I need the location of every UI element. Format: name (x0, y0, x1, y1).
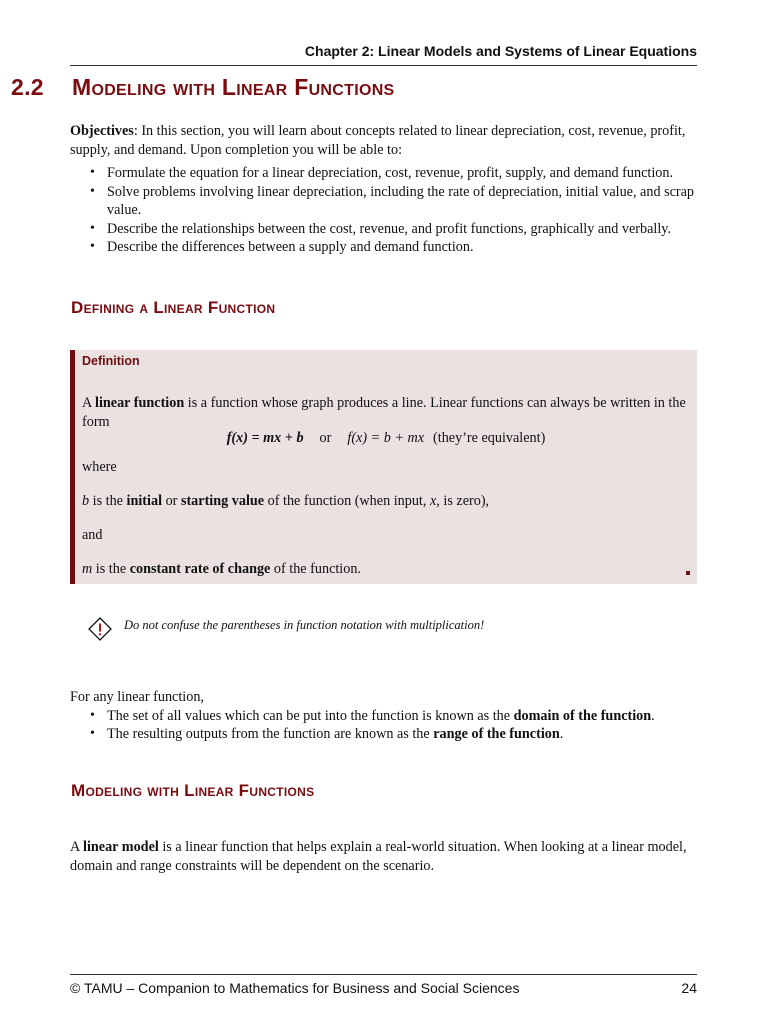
text-span: The set of all values which can be put into the function is known as the (107, 707, 514, 724)
text-span: . (559, 726, 564, 742)
formula-main: f(x) = mx + b (226, 430, 304, 446)
definition-paragraph (82, 394, 692, 431)
end-of-definition-mark (686, 571, 690, 575)
term-initial: initial (126, 493, 163, 509)
formula-alt: f(x) = b + mx (347, 430, 425, 446)
var-m: m (82, 561, 93, 577)
text-span: is a function whose graph produces a line. Linear functions can always be written in the form (82, 395, 686, 430)
objectives-label: Objectives (70, 123, 134, 139)
m-definition (82, 560, 692, 579)
section-number: 2.2 (11, 74, 44, 100)
text-span: A (70, 839, 84, 855)
objectives-intro: : In this section, you will learn about concepts related to linear depreciation, cost, revenue, profit, supply, and demand. Upon completion you will be able to: (70, 123, 686, 158)
list-item: • Solve problems involving linear depreciation, including the rate of depreciation, initial value, and scrap value. (70, 183, 700, 220)
b-definition (82, 492, 692, 511)
domain-range-intro: For any linear function, (70, 689, 204, 705)
and-text: and (82, 527, 103, 543)
section-title: Modeling with Linear Functions (72, 74, 395, 100)
section-heading (11, 74, 395, 101)
chapter-title: Chapter 2: Linear Models and Systems of Linear Equations (304, 43, 697, 59)
term-linear-model: linear model (83, 839, 159, 855)
text-span: is the (92, 561, 130, 577)
list-item: • Describe the differences between a supply and demand function. (70, 238, 700, 257)
formula-or: or (319, 430, 332, 446)
warning-text: Do not confuse the parentheses in function notation with multiplication! (124, 618, 485, 632)
domain-range-list (70, 707, 700, 744)
formula-line (75, 430, 697, 447)
domain-range-block (70, 688, 700, 744)
text-span: is a linear function that helps explain a real-world situation. When looking at a linear model, domain and range constraints will be dependent on the scenario. (70, 839, 687, 874)
term-constant-rate: constant rate of change (129, 561, 271, 577)
definition-title: Definition (82, 354, 140, 368)
objectives-paragraph (70, 122, 700, 159)
formula-note: (they’re equivalent) (433, 430, 546, 446)
term-range: range of the function (433, 726, 560, 742)
term-domain: domain of the function (513, 707, 652, 724)
list-item (70, 707, 700, 726)
text-span: of the function. (270, 561, 361, 577)
list-item (70, 725, 700, 744)
objectives-list (70, 164, 700, 257)
footer-divider (70, 974, 697, 975)
text-span: is the (89, 493, 127, 509)
running-header (70, 43, 697, 66)
copyright-symbol: © (70, 980, 81, 996)
page-number: 24 (681, 980, 697, 996)
var-b: b (82, 493, 90, 509)
subsection-heading-defining: Defining a Linear Function (71, 298, 276, 317)
definition-box (70, 350, 697, 584)
text-span: of the function (when input, (264, 493, 430, 509)
text-span: or (162, 493, 181, 509)
text-span: , is zero), (436, 493, 490, 509)
text-span: A (82, 395, 96, 411)
term-starting-value: starting value (180, 493, 265, 509)
where-text: where (82, 459, 117, 475)
linear-model-paragraph (70, 838, 700, 875)
objectives-block (70, 122, 700, 257)
text-span: The resulting outputs from the function are known as the (107, 726, 434, 742)
term-linear-function: linear function (95, 395, 185, 411)
var-x: x (429, 493, 437, 509)
warning-diamond-icon (88, 617, 112, 641)
list-item: • Formulate the equation for a linear depreciation, cost, revenue, profit, supply, and demand function. (70, 164, 700, 183)
footer-text: TAMU – Companion to Mathematics for Business and Social Sciences (80, 980, 520, 996)
text-span: . (651, 707, 655, 724)
subsection-heading-modeling: Modeling with Linear Functions (71, 781, 315, 800)
list-item: • Describe the relationships between the cost, revenue, and profit functions, graphically and verbally. (70, 220, 700, 239)
footer-credit (70, 980, 519, 996)
